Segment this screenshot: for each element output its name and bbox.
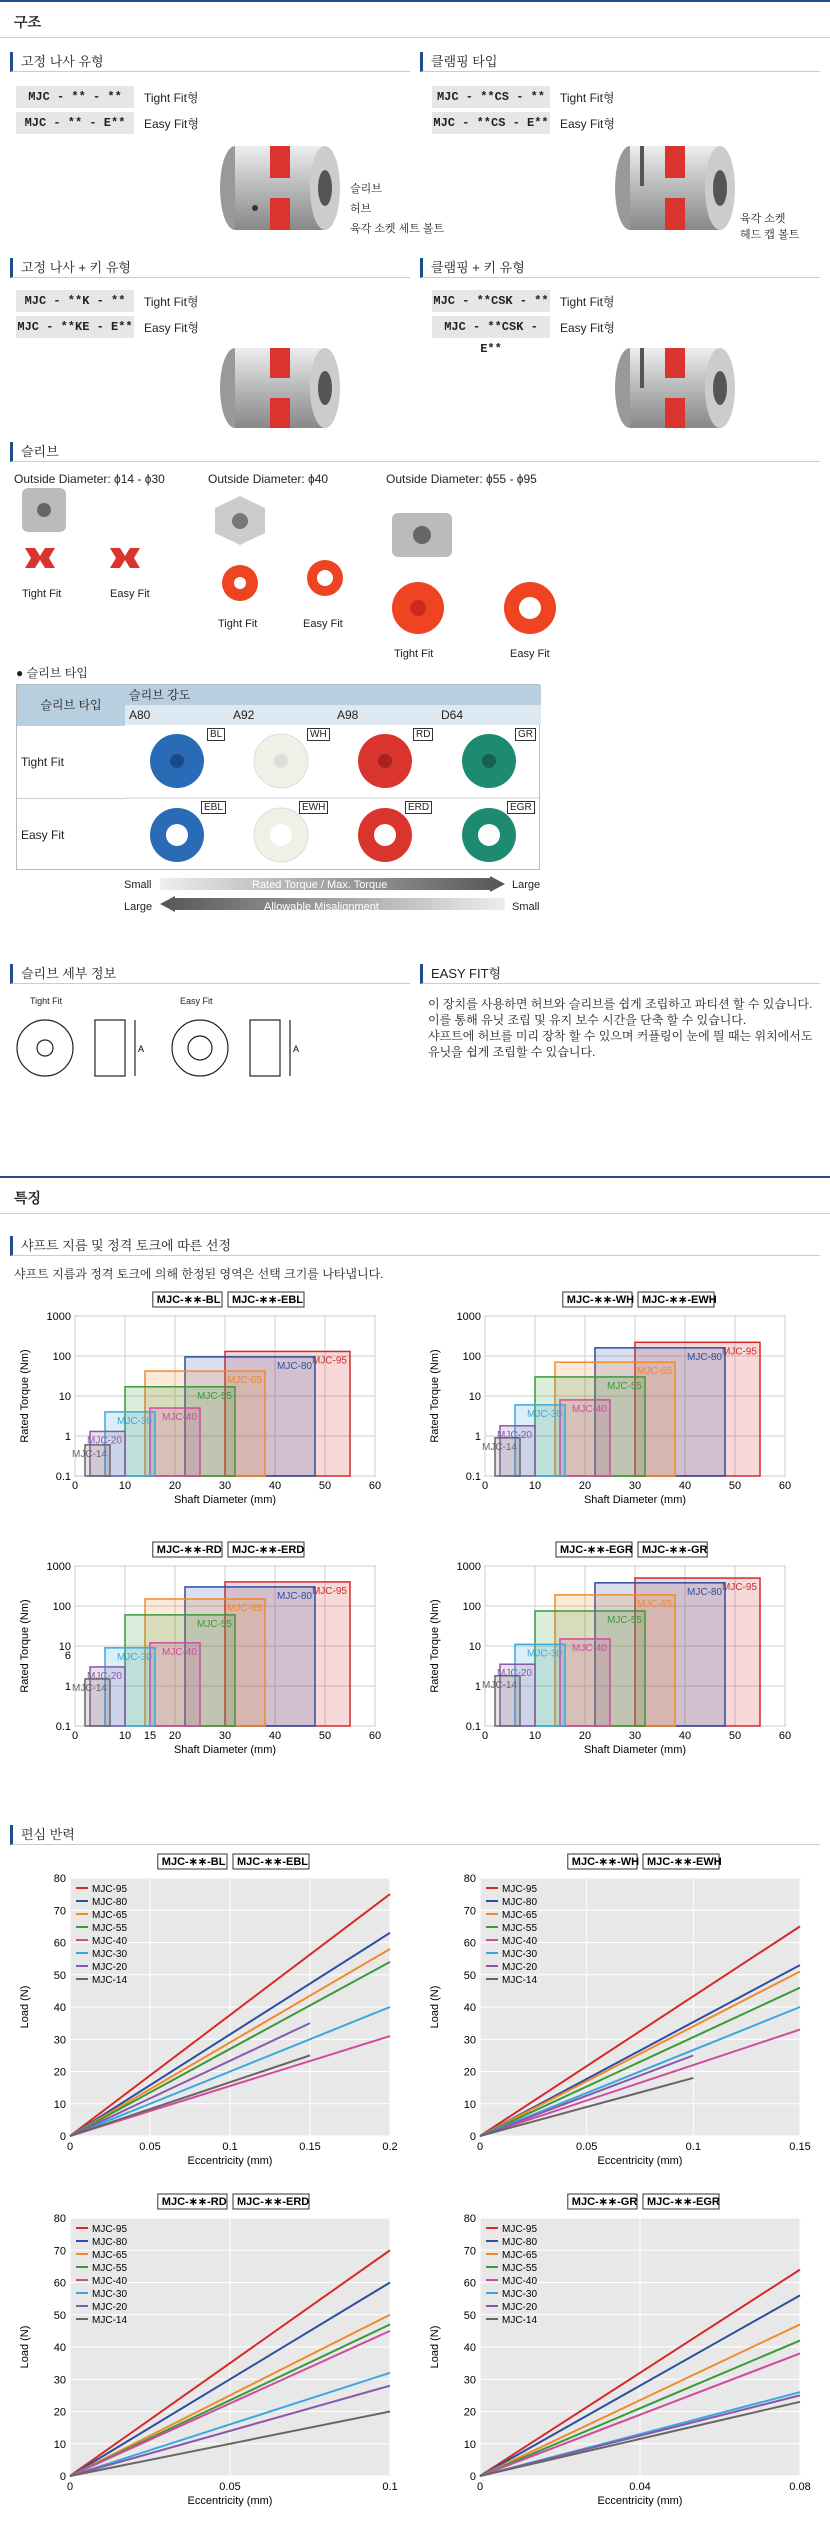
code-badge: EBL [201, 801, 226, 814]
legend-label: MJC-30 [502, 1949, 538, 1960]
series-label: MJC-40 [161, 1646, 197, 1658]
y-tick-label: 10 [58, 1641, 71, 1653]
y-tick-label: 1000 [456, 1311, 481, 1323]
model-code: MJC - **CS - E** [432, 112, 550, 134]
x-tick-label: 50 [728, 1480, 742, 1492]
legend-label: MJC-65 [502, 2250, 538, 2261]
load-chart [10, 2192, 410, 2522]
y-tick-label: 10 [468, 1641, 481, 1653]
x-tick-label: 30 [628, 1730, 642, 1742]
series-label: MJC-20 [496, 1668, 532, 1680]
subhead-clamping: 클램핑 타입 [420, 52, 820, 72]
y-tick-label: 0 [469, 2471, 476, 2483]
y-axis-label: Load (N) [429, 1985, 441, 2029]
chart-title: MJC-∗∗-EBL [237, 1856, 308, 1868]
y-tick-label: 0 [59, 2131, 66, 2143]
sleeve-table-images [125, 725, 541, 871]
x-tick-label: 0.15 [789, 2141, 811, 2153]
model-code: MJC - **K - ** [16, 290, 134, 312]
x-tick-label: 0.08 [789, 2481, 811, 2493]
series-label: MJC-14 [481, 1679, 517, 1691]
x-tick-label: 0.04 [629, 2481, 651, 2493]
coupling-image-fixed-key [215, 340, 345, 435]
series-label: MJC-40 [161, 1412, 197, 1424]
callout: 육각 소켓 세트 볼트 [350, 223, 445, 235]
y-tick-label: 0.1 [55, 1471, 71, 1483]
legend-label: MJC-30 [92, 1949, 128, 1960]
section-features-header [0, 1176, 830, 1214]
series-label: MJC-30 [526, 1648, 562, 1660]
x-tick-label: 60 [368, 1480, 382, 1492]
code-badge: GR [515, 728, 536, 741]
chart-title: MJC-∗∗-BL [161, 1856, 226, 1868]
x-tick-label: 0 [476, 2481, 484, 2493]
x-tick-label: 10 [528, 1480, 542, 1492]
x-tick-label: 60 [778, 1480, 792, 1492]
y-tick-label: 0 [59, 2471, 66, 2483]
series-label: MJC-55 [606, 1380, 642, 1392]
legend-label: MJC-55 [502, 2263, 538, 2274]
easyfit-text [428, 996, 823, 1060]
y-tick-label: 20 [53, 2406, 66, 2419]
hardness-header: A98 [333, 705, 437, 725]
y-tick-label: 100 [52, 1601, 71, 1613]
series-label: MJC-20 [86, 1435, 122, 1447]
code-badge: RD [413, 728, 433, 741]
x-tick-label: 0 [481, 1730, 489, 1742]
y-axis-label: Load (N) [429, 2325, 441, 2369]
y-tick-label: 100 [52, 1351, 71, 1363]
y-tick-label: 80 [463, 2213, 476, 2225]
x-tick-label: 15 [143, 1730, 157, 1742]
x-axis-label: Shaft Diameter (mm) [583, 1744, 687, 1756]
subhead-selection: 샤프트 지름 및 정격 토크에 따른 선정 [10, 1236, 820, 1256]
y-tick-label: 0.1 [55, 1721, 71, 1733]
legend-label: MJC-40 [92, 1936, 128, 1947]
x-axis-label: Eccentricity (mm) [597, 2495, 683, 2507]
sleeve-images [0, 488, 830, 663]
y-tick-label: 10 [53, 2098, 66, 2111]
sleeve-type-title: ● 슬리브 타입 [16, 666, 88, 680]
series-label: MJC-80 [276, 1590, 312, 1602]
y-tick-label: 70 [463, 2245, 476, 2258]
series-label: MJC-30 [116, 1651, 152, 1663]
chart-title: MJC-∗∗-WH [566, 1294, 635, 1306]
subhead-sleeve: 슬리브 [10, 442, 820, 462]
callout: 육각 소켓 [740, 213, 786, 225]
dim-label: A [138, 1044, 145, 1054]
model-row [432, 290, 732, 312]
arrow1-left: Small [124, 879, 152, 891]
x-tick-label: 60 [778, 1730, 792, 1742]
code-badge: EWH [299, 801, 328, 814]
x-tick-label: 50 [318, 1730, 332, 1742]
model-fit: Easy Fit형 [560, 321, 615, 335]
model-code: MJC - **CSK - E** [432, 316, 550, 338]
x-tick-label: 40 [678, 1730, 692, 1742]
legend-label: MJC-40 [502, 1936, 538, 1947]
torque-chart [420, 1540, 820, 1770]
x-tick-label: 0 [481, 1480, 489, 1492]
x-tick-label: 0.05 [219, 2481, 241, 2493]
series-label: MJC-55 [196, 1390, 232, 1402]
x-tick-label: 0.05 [575, 2141, 598, 2153]
chart-title: MJC-∗∗-RD [156, 1544, 222, 1556]
subhead-deflection: 편심 반력 [10, 1825, 820, 1845]
series-label: MJC-55 [606, 1614, 642, 1626]
x-tick-label: 10 [118, 1480, 132, 1492]
x-tick-label: 30 [628, 1480, 642, 1492]
model-fit: Tight Fit형 [560, 91, 615, 105]
x-tick-label: 0.05 [139, 2141, 161, 2153]
legend-label: MJC-55 [502, 1923, 538, 1934]
torque-chart [420, 1290, 820, 1520]
series-label: MJC-14 [71, 1448, 107, 1460]
y-tick-label: 20 [463, 2066, 476, 2079]
chart-title: MJC-∗∗-GR [571, 2196, 638, 2208]
series-label: MJC-95 [311, 1355, 347, 1367]
y-tick-label: 80 [53, 1873, 66, 1885]
y-tick-label: 50 [53, 1969, 66, 1982]
x-tick-label: 30 [218, 1480, 232, 1492]
model-code: MJC - **CS - ** [432, 86, 550, 108]
y-tick-label: 30 [463, 2374, 476, 2387]
callout: 슬리브 [350, 183, 382, 195]
selection-desc: 샤프트 지름과 정격 토크에 의해 한정된 영역은 선택 크기를 나타냅니다. [14, 1267, 384, 1281]
legend-label: MJC-95 [92, 1884, 128, 1895]
detail-drawings [10, 1008, 330, 1088]
chart-title: MJC-∗∗-EWH [642, 1294, 717, 1306]
easyfit-line: 이 장치를 사용하면 허브와 슬리브를 쉽게 조립하고 파티션 할 수 있습니다. [428, 997, 813, 1011]
subhead-fixed-screw: 고정 나사 유형 [10, 52, 410, 72]
row-label: Tight Fit [17, 725, 125, 798]
legend-label: MJC-95 [502, 1884, 538, 1895]
od-label: Outside Diameter: ϕ14 - ϕ30 [14, 472, 165, 486]
arrow1-center: Rated Torque / Max. Torque [252, 879, 388, 891]
y-axis-label: Rated Torque (Nm) [19, 1349, 31, 1443]
x-axis-label: Shaft Diameter (mm) [173, 1744, 277, 1756]
code-badge: EGR [507, 801, 535, 814]
hardness-header: D64 [437, 705, 541, 725]
y-tick-label: 10 [53, 2438, 66, 2451]
model-fit: Tight Fit형 [560, 295, 615, 309]
y-tick-label: 70 [53, 1905, 66, 1918]
y-tick-label: 1 [64, 1681, 71, 1693]
hardness-header: A80 [125, 705, 229, 725]
legend-label: MJC-20 [92, 2302, 128, 2313]
chart-title: MJC-∗∗-EGR [647, 2196, 720, 2208]
x-tick-label: 0 [66, 2141, 74, 2153]
legend-label: MJC-65 [92, 2250, 128, 2261]
x-axis-label: Eccentricity (mm) [187, 2495, 273, 2507]
y-tick-label: 60 [53, 2277, 66, 2290]
x-tick-label: 20 [578, 1730, 592, 1742]
easyfit-line: 유닛을 쉽게 조립할 수 있습니다. [428, 1045, 596, 1059]
section-title: 특징 [14, 1190, 42, 1206]
x-tick-label: 0 [66, 2481, 74, 2493]
easyfit-line: 이를 통해 유닛 조립 및 유지 보수 시간을 단축 할 수 있습니다. [428, 1013, 747, 1027]
series-label: MJC-80 [686, 1586, 722, 1598]
legend-label: MJC-30 [502, 2289, 538, 2300]
series-label: MJC-14 [481, 1441, 517, 1453]
x-tick-label: 40 [268, 1730, 282, 1742]
x-tick-label: 10 [118, 1730, 132, 1742]
x-tick-label: 0.1 [222, 2141, 238, 2153]
section-title: 구조 [14, 14, 42, 30]
code-badge: BL [207, 728, 225, 741]
x-tick-label: 0.1 [685, 2141, 701, 2153]
y-tick-label: 50 [463, 2309, 476, 2322]
legend-label: MJC-14 [92, 1975, 128, 1986]
od-label: Outside Diameter: ϕ40 [208, 472, 329, 486]
fit-label: Tight Fit [218, 618, 258, 630]
y-tick-label: 40 [53, 2002, 66, 2014]
model-row [16, 112, 316, 134]
model-code: MJC - **CSK - ** [432, 290, 550, 312]
model-fit: Easy Fit형 [144, 117, 199, 131]
y-tick-label: 10 [468, 1391, 481, 1403]
y-tick-label: 10 [463, 2098, 476, 2111]
y-axis-label: Rated Torque (Nm) [429, 1349, 441, 1443]
chart-title: MJC-∗∗-EWH [647, 1856, 722, 1868]
y-tick-label: 0.1 [465, 1471, 481, 1483]
x-tick-label: 50 [318, 1480, 332, 1492]
model-fit: Tight Fit형 [144, 295, 199, 309]
legend-label: MJC-80 [92, 2237, 128, 2248]
legend-label: MJC-80 [502, 1897, 538, 1908]
easyfit-line: 샤프트에 허브를 미리 장착 할 수 있으며 커플링이 눈에 띌 때는 위치에서도 [428, 1029, 813, 1043]
y-tick-label: 60 [53, 1937, 66, 1950]
legend-label: MJC-20 [502, 1962, 538, 1973]
model-row [16, 290, 316, 312]
legend-label: MJC-80 [92, 1897, 128, 1908]
y-tick-label: 100 [462, 1601, 481, 1613]
legend-label: MJC-80 [502, 2237, 538, 2248]
hardness-header: A92 [229, 705, 333, 725]
x-tick-label: 20 [168, 1480, 182, 1492]
legend-label: MJC-20 [92, 1962, 128, 1973]
subhead-detail: 슬리브 세부 정보 [10, 964, 410, 984]
callout: 헤드 캡 볼트 [740, 229, 800, 241]
legend-label: MJC-20 [502, 2302, 538, 2313]
y-tick-label: 50 [53, 2309, 66, 2322]
series-label: MJC-65 [636, 1366, 672, 1378]
y-tick-label: 80 [53, 2213, 66, 2225]
series-label: MJC-80 [686, 1351, 722, 1363]
x-tick-label: 0.2 [382, 2141, 398, 2153]
y-tick-label: 10 [58, 1391, 71, 1403]
legend-label: MJC-30 [92, 2289, 128, 2300]
load-chart [420, 2192, 820, 2522]
load-chart [10, 1852, 410, 2182]
model-row [432, 86, 732, 108]
arrow2-center: Allowable Misalignment [264, 901, 379, 913]
y-tick-label: 30 [53, 2034, 66, 2047]
series-label: MJC-55 [196, 1618, 232, 1630]
subhead-easyfit: EASY FIT형 [420, 964, 820, 984]
y-tick-label: 20 [53, 2066, 66, 2079]
load-chart [420, 1852, 820, 2182]
series-label: MJC-65 [636, 1598, 672, 1610]
model-row [432, 112, 732, 134]
model-row [16, 86, 316, 108]
legend-label: MJC-40 [92, 2276, 128, 2287]
coupling-image-clamping [610, 138, 740, 238]
legend-label: MJC-55 [92, 2263, 128, 2274]
fit-label: Easy Fit [510, 648, 550, 660]
y-tick-label: 40 [53, 2342, 66, 2354]
series-label: MJC-95 [311, 1585, 347, 1597]
series-label: MJC-95 [721, 1346, 757, 1358]
x-tick-label: 40 [268, 1480, 282, 1492]
x-tick-label: 10 [528, 1730, 542, 1742]
model-code: MJC - ** - E** [16, 112, 134, 134]
dim-label: A [293, 1044, 300, 1054]
od-label: Outside Diameter: ϕ55 - ϕ95 [386, 472, 537, 486]
y-tick-label: 0.1 [465, 1721, 481, 1733]
x-tick-label: 0 [476, 2141, 484, 2153]
x-tick-label: 20 [578, 1480, 592, 1492]
coupling-image-fixed-screw [215, 138, 345, 238]
y-axis-label: Rated Torque (Nm) [19, 1599, 31, 1693]
y-tick-label: 6 [64, 1649, 71, 1662]
fit-label: Tight Fit [394, 648, 434, 660]
x-tick-label: 0 [71, 1480, 79, 1492]
chart-title: MJC-∗∗-WH [571, 1856, 640, 1868]
y-tick-label: 50 [463, 1969, 476, 1982]
y-tick-label: 1000 [456, 1561, 481, 1573]
chart-title: MJC-∗∗-ERD [232, 1544, 305, 1556]
fit-label: Easy Fit [110, 588, 150, 600]
chart-title: MJC-∗∗-BL [156, 1294, 221, 1306]
y-axis-label: Load (N) [19, 1985, 31, 2029]
x-tick-label: 0.1 [382, 2481, 398, 2493]
y-tick-label: 1000 [46, 1561, 71, 1573]
model-fit: Easy Fit형 [144, 321, 199, 335]
y-tick-label: 1 [64, 1431, 71, 1443]
y-tick-label: 0 [469, 2131, 476, 2143]
y-axis-label: Rated Torque (Nm) [429, 1599, 441, 1693]
y-tick-label: 1 [474, 1431, 481, 1443]
y-axis-label: Load (N) [19, 2325, 31, 2369]
detail-tight: Tight Fit [30, 996, 63, 1006]
x-axis-label: Eccentricity (mm) [187, 2155, 273, 2167]
callout: 허브 [350, 203, 372, 215]
x-axis-label: Shaft Diameter (mm) [173, 1494, 277, 1506]
model-row [432, 316, 732, 356]
arrow2-right: Small [512, 901, 540, 913]
section-structure-header [0, 0, 830, 38]
series-label: MJC-40 [571, 1642, 607, 1654]
model-row [16, 316, 316, 338]
model-fit: Tight Fit형 [144, 91, 199, 105]
series-label: MJC-20 [86, 1670, 122, 1682]
x-tick-label: 30 [218, 1730, 232, 1742]
legend-label: MJC-95 [92, 2224, 128, 2235]
legend-label: MJC-14 [502, 1975, 538, 1986]
fit-label: Tight Fit [22, 588, 62, 600]
chart-title: MJC-∗∗-GR [642, 1544, 708, 1556]
torque-chart [10, 1290, 410, 1520]
series-label: MJC-14 [71, 1682, 107, 1694]
x-tick-label: 40 [678, 1480, 692, 1492]
detail-easy: Easy Fit [180, 996, 213, 1006]
legend-label: MJC-65 [502, 1910, 538, 1921]
y-tick-label: 40 [463, 2342, 476, 2354]
legend-label: MJC-55 [92, 1923, 128, 1934]
y-tick-label: 70 [463, 1905, 476, 1918]
series-label: MJC-65 [226, 1602, 262, 1614]
y-tick-label: 30 [53, 2374, 66, 2387]
x-tick-label: 50 [728, 1730, 742, 1742]
x-tick-label: 0.15 [299, 2141, 321, 2153]
y-tick-label: 20 [463, 2406, 476, 2419]
chart-title: MJC-∗∗-RD [161, 2196, 227, 2208]
table-strength-header: 슬리브 강도 [125, 685, 541, 705]
y-tick-label: 80 [463, 1873, 476, 1885]
x-tick-label: 60 [368, 1730, 382, 1742]
fit-label: Easy Fit [303, 618, 343, 630]
y-tick-label: 100 [462, 1351, 481, 1363]
legend-label: MJC-14 [92, 2315, 128, 2326]
model-code: MJC - **KE - E** [16, 316, 134, 338]
sleeve-table [16, 684, 540, 870]
series-label: MJC-20 [496, 1429, 532, 1441]
legend-label: MJC-65 [92, 1910, 128, 1921]
y-tick-label: 1 [474, 1681, 481, 1693]
series-label: MJC-30 [116, 1415, 152, 1427]
model-code: MJC - ** - ** [16, 86, 134, 108]
model-fit: Easy Fit형 [560, 117, 615, 131]
subhead-fixed-key: 고정 나사 + 키 유형 [10, 258, 410, 278]
code-badge: WH [307, 728, 330, 741]
x-tick-label: 20 [168, 1730, 182, 1742]
coupling-image-clamping-key [610, 340, 740, 435]
x-axis-label: Shaft Diameter (mm) [583, 1494, 687, 1506]
y-tick-label: 30 [463, 2034, 476, 2047]
x-tick-label: 0 [71, 1730, 79, 1742]
legend-label: MJC-95 [502, 2224, 538, 2235]
series-label: MJC-95 [721, 1582, 757, 1594]
y-tick-label: 1000 [46, 1311, 71, 1323]
y-tick-label: 60 [463, 1937, 476, 1950]
series-label: MJC-65 [226, 1375, 262, 1387]
subhead-clamping-key: 클램핑 + 키 유형 [420, 258, 820, 278]
series-label: MJC-40 [571, 1403, 607, 1415]
code-badge: ERD [405, 801, 432, 814]
y-tick-label: 10 [463, 2438, 476, 2451]
x-axis-label: Eccentricity (mm) [597, 2155, 683, 2167]
arrow2-left: Large [124, 901, 153, 913]
y-tick-label: 60 [463, 2277, 476, 2290]
series-label: MJC-80 [276, 1360, 312, 1372]
legend-label: MJC-14 [502, 2315, 538, 2326]
chart-title: MJC-∗∗-EBL [232, 1294, 303, 1306]
arrow1-right: Large [512, 879, 541, 891]
chart-title: MJC-∗∗-EGR [560, 1544, 633, 1556]
series-label: MJC-30 [526, 1408, 562, 1420]
y-tick-label: 70 [53, 2245, 66, 2258]
chart-title: MJC-∗∗-ERD [237, 2196, 310, 2208]
torque-chart [10, 1540, 410, 1770]
row-label: Easy Fit [17, 798, 125, 871]
table-corner: 슬리브 타입 [17, 685, 125, 725]
legend-label: MJC-40 [502, 2276, 538, 2287]
y-tick-label: 40 [463, 2002, 476, 2014]
